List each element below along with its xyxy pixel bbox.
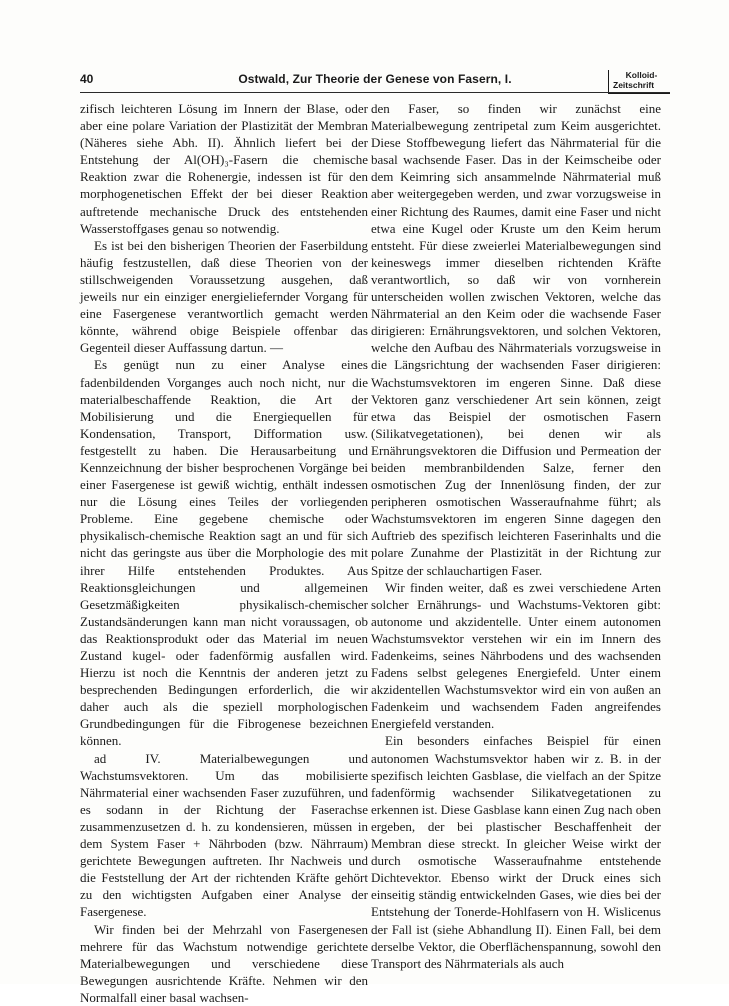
paragraph: den Faser, so finden wir zunächst eine Materialbewegung zentripetal zum Keim ausgerichtet. Diese Stoffbewegung liefert das Nährmaterial für die basal wachsende Faser. Das in der Keimscheibe oder dem Keimring sich ansammelnde Nährmaterial muß aber weitergegeben werden, und zwar vorzugsweise in einer Richtung des Raumes, damit eine Faser und nicht etwa eine Kugel oder Kruste um den Keim herum entsteht. Für diese zweierlei Materialbewegungen sind keineswegs immer dieselben richtenden Kräfte verantwortlich, so daß wir von vornherein unterscheiden wollen zwischen Vektoren, welche das Nährmaterial an den Keim oder die wachsende Faser dirigieren: Ernährungsvektoren, und solchen Vektoren, welche den Aufbau des Nährmaterials vorzugsweise in die Längsrichtung der wachsenden Faser dirigieren: Wachstumsvektoren im engeren Sinne. Daß diese Vektoren ganz verschiedener Art sein können, zeigt etwa das Beispiel der osmotischen Fasern (Silikatvegetationen), bei denen wir als Ernährungsvektoren die Diffusion und Permeation der beiden membranbildenden Salze, ferner den osmotischen Zug der Innenlösung finden, der zur peripheren osmotischen Wasseraufnahme führt; als Wachstumsvektoren im engeren Sinne dagegen den Auftrieb des spezifisch leichteren Faserinhalts und die polare Zunahme der Plastizität in der Richtung zur Spitze der schlauchartigen Faser.: [371, 101, 661, 578]
page-number: 40: [80, 72, 94, 86]
running-header: [80, 72, 670, 90]
header-rule: [80, 92, 670, 93]
paragraph: Es genügt nun zu einer Analyse eines fadenbildenden Vorganges auch noch nicht, nur die materialbeschaffende Reaktion, die Art der Mobilisierung und die Energiequellen für Kondensation, Transport, Difformation usw. festgestellt zu haben. Die Herausarbeitung und Kennzeichnung der bisher besprochenen Vorgänge bei einer Fasergenese ist gewiß wichtig, enthält indessen nur die Lösung eines Teiles der vorliegenden Probleme. Eine gegebene chemische oder physikalisch-chemische Reaktion sagt an und für sich nicht das geringste aus über die Morphologie des mit ihrer Hilfe entstehenden Produktes. Aus Reaktionsgleichungen und allgemeinen Gesetzmäßigkeiten physikalisch-chemischer Zustandsänderungen kann man nicht voraussagen, ob das Reaktionsprodukt oder das Material im neuen Zustand kugel- oder fadenförmig ausfallen wird. Hierzu ist noch die Kenntnis der anderen jetzt zu besprechenden Bedingungen erforderlich, die wir daher auch als die speziell morphologischen Grundbedingungen für die Fibrogenese bezeichnen können.: [80, 357, 368, 749]
paragraph: Wir finden bei der Mehrzahl von Fasergenesen mehrere für das Wachstum notwendige gerichtete Materialbewegungen und verschiedene diese Bewegungen ausrichtende Kräfte. Nehmen wir den Normalfall einer basal wachsen-: [80, 921, 368, 1005]
journal-name-line1: Kolloid-: [625, 70, 658, 80]
right-column: [371, 100, 661, 972]
journal-mark: [608, 70, 670, 94]
paragraph: Wir finden weiter, daß es zwei verschiedene Arten solcher Ernährungs- und Wachstums-Vektoren gibt: autonome und akzidentelle. Unter einem autonomen Wachstumsvektor verstehen wir ein im Innern des Fadenkeims, seines Nährbodens und des wachsenden Fadens selbst gelegenes Energiefeld. Unter einem akzidentellen Wachstumsvektor wird ein von außen an Fadenkeim und wachsendem Faden angreifendes Energiefeld verstanden.: [371, 579, 661, 732]
paragraph: Es ist bei den bisherigen Theorien der Faserbildung häufig festzustellen, daß diese Theorien von der stillschweigenden Voraussetzung ausgehen, daß jeweils nur ein einziger energieliefernder Vorgang für eine Fasergenese verantwortlich gemacht werden könnte, während obige Beispiele offenbar das Gegenteil dieser Auffassung dartun. —: [80, 237, 368, 356]
journal-name-line2: Zeitschrift: [613, 80, 655, 90]
section-paragraph: ad IV. Materialbewegungen und Wachstumsvektoren. Um das mobilisierte Nährmaterial einer wachsenden Faser zuzuführen, und es sodann in der Richtung der Faserachse zusammenzusetzen d. h. zu kondensieren, müssen in dem System Faser + Nährboden (bzw. Nährraum) gerichtete Bewegungen auftreten. Ihr Nachweis und die Feststellung der Art der richtenden Kräfte gehört zu den wichtigsten Aufgaben einer Analyse der Fasergenese.: [80, 750, 368, 920]
left-column: [80, 100, 368, 1006]
paragraph: Ein besonders einfaches Beispiel für einen autonomen Wachstumsvektor haben wir z. B. in der spezifisch leichten Gasblase, die vielfach an der Spitze fadenförmig wachsender Silikatvegetationen zu erkennen ist. Diese Gasblase kann einen Zug nach oben ergeben, der bei plastischer Beschaffenheit der Membran diese streckt. In gleicher Weise wirkt der durch osmotische Wasseraufnahme entstehende Dichtevektor. Ebenso wirkt der Druck eines sich einseitig ständig entwickelnden Gases, wie dies bei der Entstehung der Tonerde-Hohlfasern von H. Wislicenus der Fall ist (siehe Abhandlung II). Einen Fall, bei dem derselbe Vektor, die Oberflächenspannung, sowohl den Transport des Nährmaterials als auch: [371, 733, 661, 971]
running-title: Ostwald, Zur Theorie der Genese von Fasern, I.: [238, 72, 512, 86]
paragraph: zifisch leichteren Lösung im Innern der Blase, oder aber eine polare Variation der Plastizität der Membran (Näheres siehe Abh. II). Ähnlich liefert bei der Entstehung der Al(OH)₃-Fasern die chemische Reaktion zwar die Rohenergie, indessen ist für den morphogenetischen Effekt der bei dieser Reaktion auftretende mechanische Druck des entstehenden Wasserstoffgases genau so notwendig.: [80, 101, 368, 236]
